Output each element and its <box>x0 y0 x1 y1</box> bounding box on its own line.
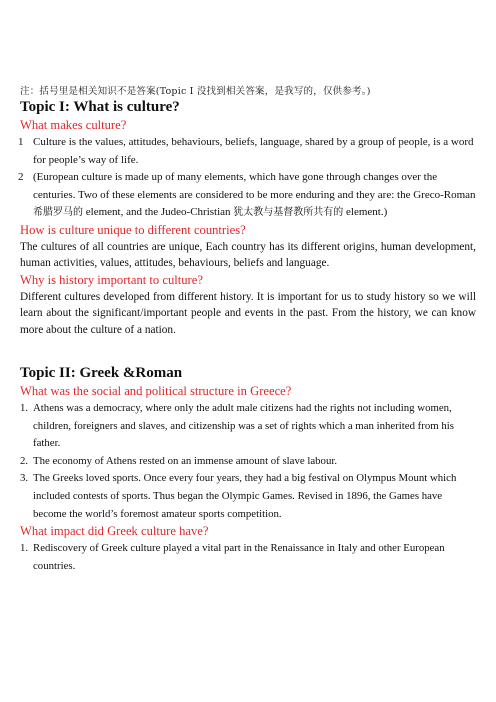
item-number: 1 <box>18 136 24 148</box>
topic-2-list-2 <box>20 540 476 575</box>
item-text-b: element, and the Judeo-Christian <box>83 206 234 218</box>
topic-2-list <box>20 400 476 523</box>
item-text: Culture is the values, attitudes, behaviours, beliefs, language, shared by a group of people, is a word for people’s way of life. <box>33 136 474 166</box>
content <box>20 98 476 575</box>
item-text: Rediscovery of Greek culture played a vital part in the Renaissance in Italy and other European countries. <box>33 542 445 572</box>
list-item <box>20 453 476 471</box>
item-text: The economy of Athens rested on an immense amount of slave labour. <box>33 454 338 467</box>
topic-2-title: Topic II: Greek &Roman <box>20 365 183 381</box>
item-number: 2. <box>20 454 29 467</box>
list-item <box>20 134 476 169</box>
item-number: 3. <box>20 472 29 485</box>
item-text-a: (European culture is made up of many elements, which have gone through changes over the centuries. Two of these elements are considered to be more enduring and they are: the Greco-Roman <box>33 171 476 201</box>
topic-1-paragraph-2: The cultures of all countries are unique, Each country has its different origins, human development, human activities, values, attitudes, behaviours, beliefs and language. <box>20 240 476 269</box>
item-number: 1. <box>20 542 29 555</box>
list-item <box>20 540 476 575</box>
note-line: 注：括号里是相关知识不是答案(Topic I 没找到相关答案，是我写的，仅供参考。) <box>20 86 371 97</box>
list-item <box>20 169 476 222</box>
item-number: 2 <box>18 171 24 183</box>
topic-2-question-1: What was the social and political structure in Greece? <box>20 384 292 398</box>
item-text: The Greeks loved sports. Once every four years, they had a big festival on Olympus Mount which included contests of sports. Thus began the Olympic Games. Revised in 1896, the Games have become the world’s foremost amateur sports competition. <box>33 472 457 520</box>
topic-1-list <box>20 134 476 222</box>
item-text-cjk-2: 犹太教与基督教所共有的 <box>233 207 344 218</box>
list-item <box>20 400 476 453</box>
topic-1-title: Topic I: What is culture? <box>20 99 180 115</box>
topic-1-paragraph-3: Different cultures developed from different history. It is important for us to study history so we will learn about the significant/important people and events in the past. From the history, we can know more about the culture of a nation. <box>20 290 476 336</box>
topic-1-question-3: Why is history important to culture? <box>20 272 203 287</box>
topic-2-question-2: What impact did Greek culture have? <box>20 524 209 539</box>
topic-1-question-1: What makes culture? <box>20 118 127 132</box>
item-text: Athens was a democracy, where only the adult male citizens had the rights not including women, children, foreigners and slaves, and citizenship was a set of rights which a man inherited from his father. <box>33 402 454 450</box>
topic-1-question-2: How is culture unique to different countries? <box>20 222 246 237</box>
list-item <box>20 470 476 523</box>
item-number: 1. <box>20 402 29 414</box>
item-text-c: element.) <box>343 206 388 218</box>
item-text-cjk-1: 希腊罗马的 <box>33 207 83 218</box>
